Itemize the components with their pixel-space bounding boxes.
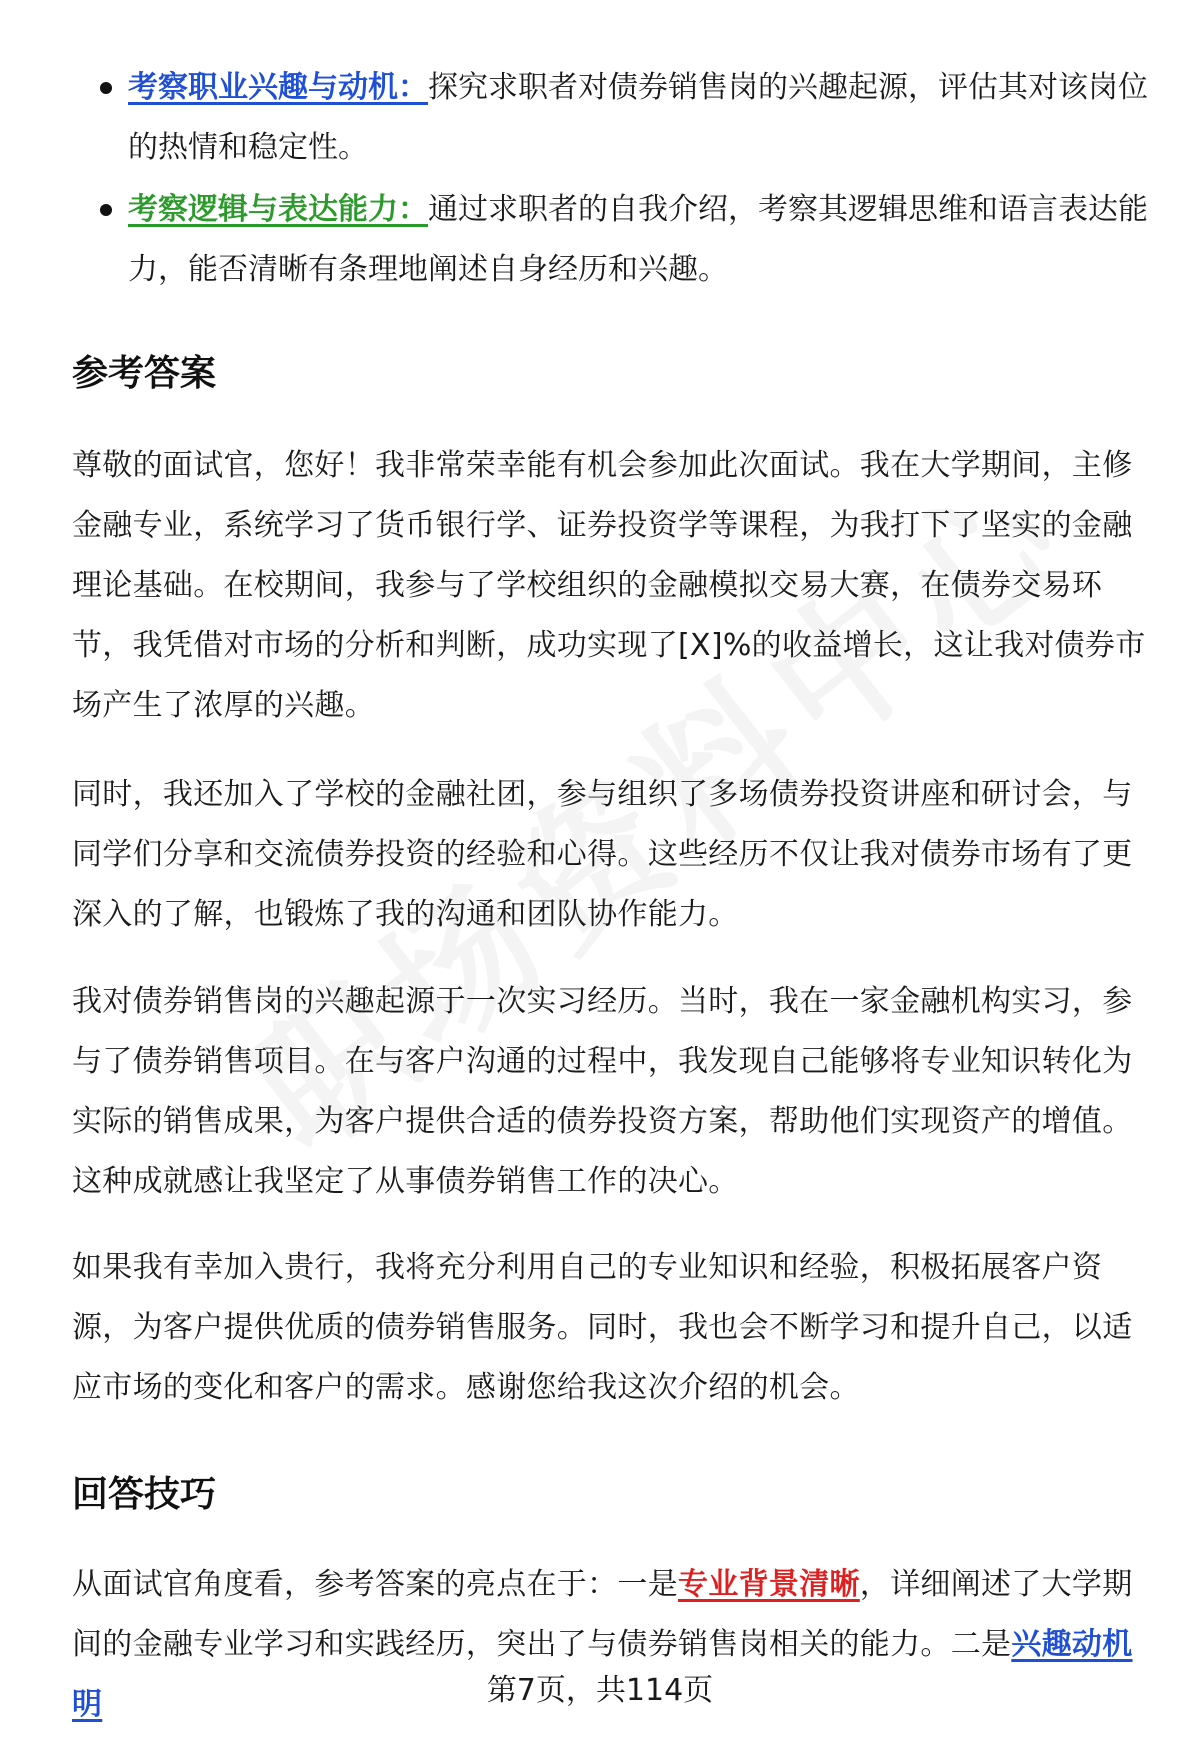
bullet-text: 探究求职者对债券销售岗的兴趣起源，评估其对该岗位的热情和稳定性。 [128,70,1148,165]
tips-highlight: 专业背景清晰 [678,1567,860,1602]
list-item [72,58,1152,178]
list-item [72,180,1152,300]
bullet-icon [100,82,112,94]
answer-paragraph: 我对债券销售岗的兴趣起源于一次实习经历。当时，我在一家金融机构实习，参与了债券销售项目。在与客户沟通的过程中，我发现自己能够将专业知识转化为实际的销售成果，为客户提供合适的债券投资方案，帮助他们实现资产的增值。这种成就感让我坚定了从事债券销售工作的决心。 [72,984,1133,1199]
criteria-list [72,58,1152,302]
bullet-keyword: 考察逻辑与表达能力： [128,192,428,227]
answer-paragraph: 如果我有幸加入贵行，我将充分利用自己的专业知识和经验，积极拓展客户资源，为客户提供优质的债券销售服务。同时，我也会不断学习和提升自己，以适应市场的变化和客户的需求。感谢您给我这次介绍的机会。 [72,1250,1133,1405]
answer-paragraph: 尊敬的面试官，您好！我非常荣幸能有机会参加此次面试。我在大学期间，主修金融专业，系统学习了货币银行学、证券投资学等课程，为我打下了坚实的金融理论基础。在校期间，我参与了学校组织的金融模拟交易大赛，在债券交易环节，我凭借对市场的分析和判断，成功实现了[X]%的收益增长，这让我对债券市场产生了浓厚的兴趣。 [72,448,1146,723]
bullet-icon [100,204,112,216]
bullet-keyword: 考察职业兴趣与动机： [128,70,428,105]
section-heading-answer: 参考答案 [72,353,217,394]
bullet-text: 通过求职者的自我介绍，考察其逻辑思维和语言表达能力，能否清晰有条理地阐述自身经历和兴趣。 [128,192,1148,287]
answer-paragraph: 同时，我还加入了学校的金融社团，参与组织了多场债券投资讲座和研讨会，与同学们分享和交流债券投资的经验和心得。这些经历不仅让我对债券市场有了更深入的了解，也锻炼了我的沟通和团队协作能力。 [72,777,1133,932]
page-number: 第7页，共114页 [486,1673,714,1708]
tips-lead: 从面试官角度看，参考答案的亮点在于：一是 [72,1567,678,1602]
section-heading-tips: 回答技巧 [72,1474,217,1515]
tips-highlight: 兴趣动机明 [72,1627,1133,1722]
tips-middle: ，详细阐述了大学期间的金融专业学习和实践经历，突出了与债券销售岗相关的能力。二是 [72,1567,1133,1662]
